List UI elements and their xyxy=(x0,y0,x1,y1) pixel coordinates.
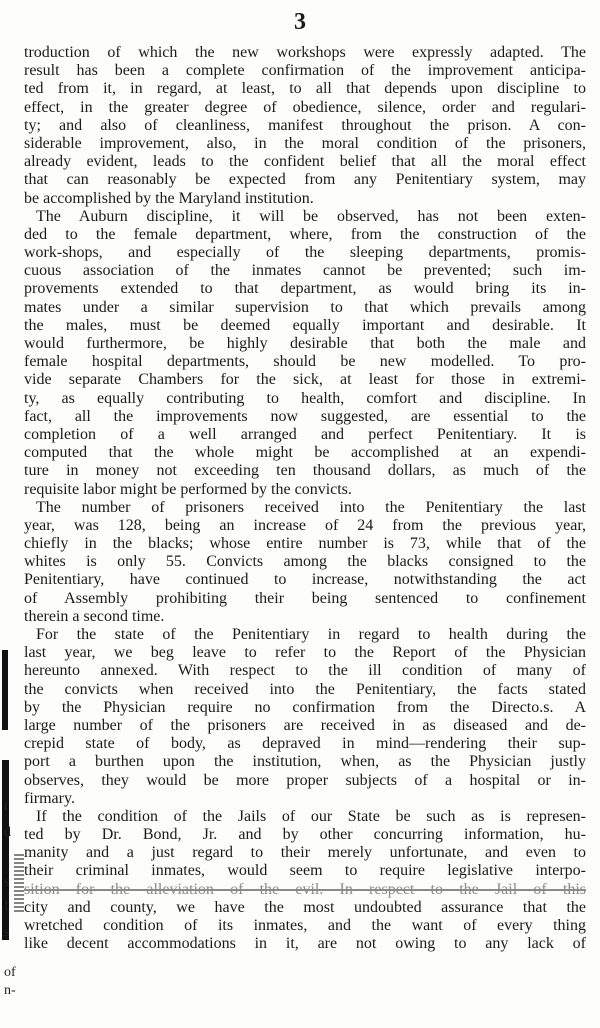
text-line: last year, we beg leave to refer to the Report of the Physician xyxy=(24,644,586,662)
text-line: whites is only 55. Convicts among the blacks consigned to the xyxy=(24,553,586,571)
text-line: therein a second time. xyxy=(24,607,165,625)
margin-glyph: s xyxy=(4,875,10,890)
page-number: 3 xyxy=(294,9,306,35)
text-line: siderable improvement, also, in the moral condition of the prisoners, xyxy=(24,134,586,152)
text-line: city and county, we have the most undoubted assurance that the xyxy=(24,898,586,916)
text-line: provements extended to that department, as would bring its in- xyxy=(24,280,586,298)
text-line: The Auburn discipline, it will be observed, has not been exten- xyxy=(36,207,586,225)
text-line: that can reasonably be expected from any Penitentiary system, may xyxy=(24,171,586,189)
text-line: large number of the prisoners are received in as diseased and de- xyxy=(24,716,586,734)
text-line: ty, as equally contributing to health, comfort and discipline. In xyxy=(24,389,586,407)
scan-artifact xyxy=(14,852,24,912)
text-line: their criminal inmates, would seem to require legislative interpo- xyxy=(24,862,586,880)
margin-glyph: s xyxy=(4,925,10,940)
text-line: manity and a just regard to their merely unfortunate, and even to xyxy=(24,844,586,862)
text-line: by the Physician require no confirmation from the Directo.s. A xyxy=(24,698,586,716)
text-line: ture in money not exceeding ten thousand dollars, as much of the xyxy=(24,462,586,480)
text-line: computed that the whole might be accomplished at an expendi- xyxy=(24,444,586,462)
binding-margin xyxy=(0,0,22,1028)
text-line: ted by Dr. Bond, Jr. and by other concurring information, hu- xyxy=(24,826,586,844)
text-line: troduction of which the new workshops were expressly adapted. The xyxy=(24,44,586,61)
text-line: observes, they would be more proper subjects of a hospital or in- xyxy=(24,771,586,789)
text-line: firmary. xyxy=(24,789,75,807)
binding-shadow xyxy=(2,650,8,730)
text-line: ted from it, in regard, at least, to all that depends upon discipline to xyxy=(24,80,586,98)
text-line: chiefly in the blacks; whose entire number is 73, while that of the xyxy=(24,535,586,553)
margin-glyph: f xyxy=(4,899,9,914)
body-text xyxy=(24,44,586,953)
text-line: work-shops, and especially of the sleeping departments, promis- xyxy=(24,244,586,262)
text-line: The number of prisoners received into the Penitentiary the last xyxy=(36,498,586,516)
text-line: wretched condition of its inmates, and the want of every thing xyxy=(24,917,586,934)
margin-glyph: of xyxy=(4,965,16,980)
margin-glyph: n- xyxy=(4,983,16,998)
text-line: Penitentiary, have continued to increase, notwithstanding the act xyxy=(24,571,586,589)
text-line: mates under a similar supervision to that which prevails among xyxy=(24,298,586,316)
text-line: be accomplished by the Maryland institution. xyxy=(24,189,314,207)
margin-glyph: t xyxy=(4,799,8,814)
text-line: year, was 128, being an increase of 24 from the previous year, xyxy=(24,516,586,534)
text-line: the convicts when received into the Penitentiary, the facts stated xyxy=(24,680,586,698)
text-line: fact, all the improvements now suggested, are essential to the xyxy=(24,407,586,425)
text-line: crepid state of body, as depraved in mind—rendering their sup- xyxy=(24,735,586,753)
text-line: result has been a complete confirmation of the improvement anticipa- xyxy=(24,62,586,80)
text-line: ded to the female department, where, from the construction of the xyxy=(24,225,586,243)
text-line: vide separate Chambers for the sick, at least for those in extremi- xyxy=(24,371,586,389)
text-line: hereunto annexed. With respect to the ill condition of many of xyxy=(24,662,586,680)
text-line: the males, must be deemed equally important and desirable. It xyxy=(24,316,586,334)
margin-glyph: d xyxy=(4,825,11,840)
text-line: already evident, leads to the confident belief that all the moral effect xyxy=(24,153,586,171)
text-line: like decent accommodations in it, are not owing to any lack of xyxy=(24,935,586,953)
text-line: cuous association of the inmates cannot be prevented; such im- xyxy=(24,262,586,280)
text-line: female hospital departments, should be new modelled. To pro- xyxy=(24,353,586,371)
text-line: effect, in the greater degree of obedience, silence, order and regulari- xyxy=(24,98,586,116)
text-line: would furthermore, be highly desirable that both the male and xyxy=(24,335,586,352)
text-line: sition for the alleviation of the evil. In respect to the Jail of this xyxy=(24,880,586,898)
text-line: If the condition of the Jails of our State be such as is represen- xyxy=(36,807,586,825)
text-line: For the state of the Penitentiary in regard to health during the xyxy=(36,626,586,643)
text-line: of Assembly prohibiting their being sentenced to confinement xyxy=(24,589,586,607)
text-line: ty; and also of cleanliness, manifest throughout the prison. A con- xyxy=(24,116,586,134)
text-line: port a burthen upon the institution, when, as the Physician justly xyxy=(24,753,586,771)
text-line: completion of a well arranged and perfect Penitentiary. It is xyxy=(24,425,586,443)
text-line: requisite labor might be performed by the convicts. xyxy=(24,480,352,498)
